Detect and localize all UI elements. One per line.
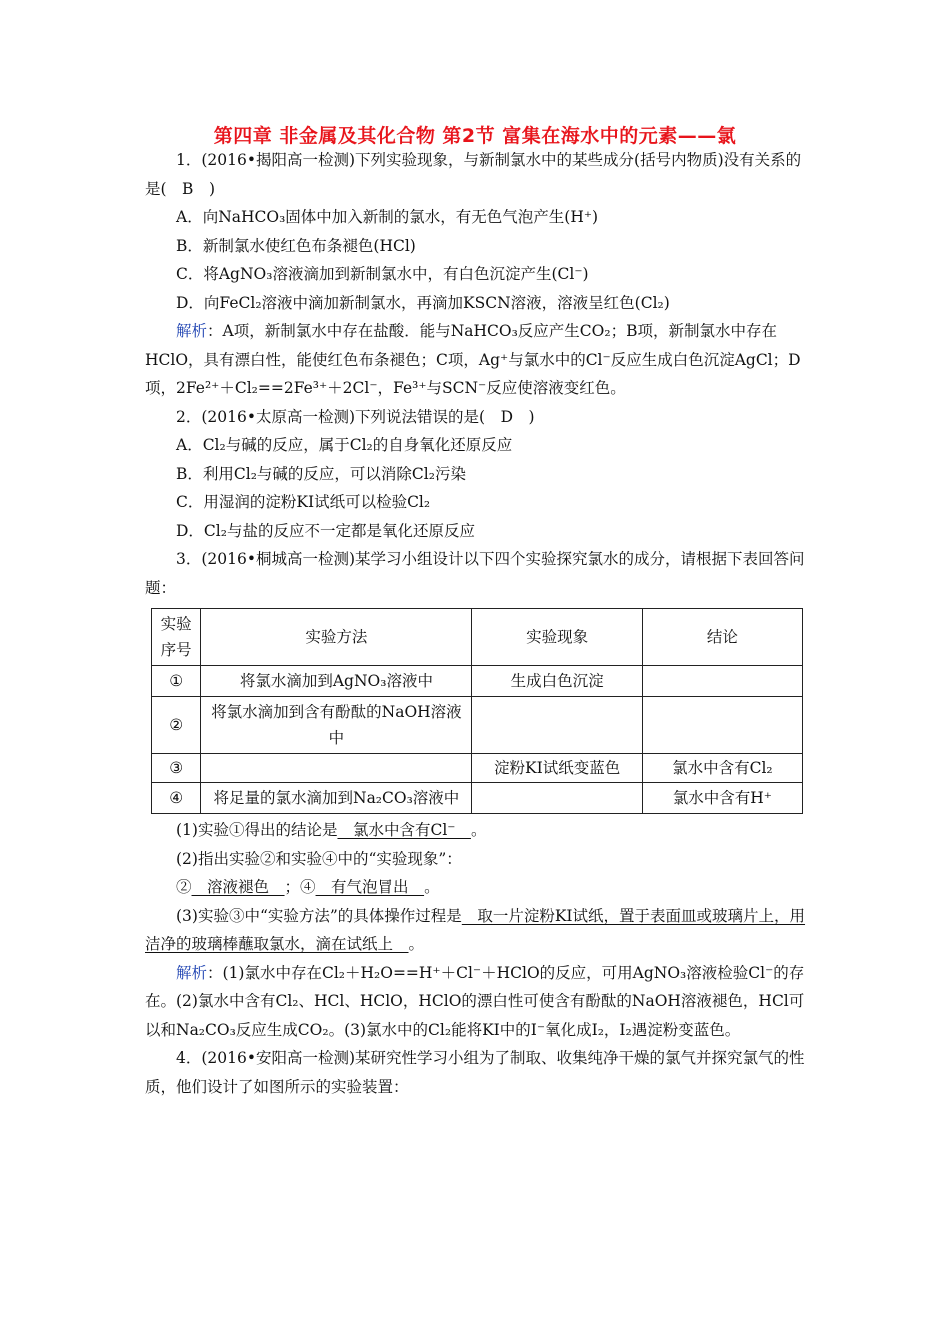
q1-option-c: C．将AgNO₃溶液滴加到新制氯水中，有白色沉淀产生(Cl⁻) [176, 265, 589, 283]
q2-option-c: C．用湿润的淀粉KI试纸可以检验Cl₂ [176, 493, 431, 511]
q3-sub3-end: 。 [408, 935, 425, 953]
table-cell: 生成白色沉淀 [472, 666, 642, 697]
q3-sub1-prompt: (1)实验①得出的结论是 [176, 821, 338, 839]
q3-sub2-label-a: ② [176, 878, 192, 896]
table-header: 实验序号 [152, 609, 201, 666]
q2-stem: 2．(2016•太原高一检测)下列说法错误的是( D ) [176, 407, 535, 426]
table-cell: 将足量的氯水滴加到Na₂CO₃溶液中 [201, 783, 472, 814]
q3-sub2-answers [145, 873, 807, 902]
q3-analysis [145, 959, 807, 1045]
table-cell: 将氯水滴加到AgNO₃溶液中 [201, 666, 472, 697]
document-body [145, 146, 807, 1101]
q3-sub2: (2)指出实验②和实验④中的“实验现象”： [176, 849, 462, 868]
q3-sub2-label-b: ；④ [284, 878, 316, 896]
q2-option-a: A．Cl₂与碱的反应，属于Cl₂的自身氧化还原反应 [176, 436, 513, 454]
table-cell: ① [152, 666, 201, 697]
table-cell [201, 754, 472, 783]
q3-sub1 [145, 816, 807, 845]
table-cell [642, 666, 802, 697]
table-header-row [152, 609, 803, 666]
table-row [152, 783, 803, 814]
q2-option-d: D．Cl₂与盐的反应不一定都是氧化还原反应 [176, 521, 475, 540]
table-cell [472, 783, 642, 814]
q1-analysis-text: ：A项，新制氯水中存在盐酸．能与NaHCO₃反应产生CO₂；B项，新制氯水中存在HClO，具有漂白性，能使红色布条褪色；C项，Ag⁺与氯水中的Cl⁻反应生成白色沉淀AgCl；D项，2Fe²⁺＋Cl₂==2Fe³⁺＋2Cl⁻，Fe³⁺与SCN⁻反应使溶液变红色。 [145, 322, 801, 397]
experiment-table [151, 608, 803, 814]
table-cell: 将氯水滴加到含有酚酞的NaOH溶液中 [201, 697, 472, 754]
q3-sub2-answer-b: 有气泡冒出 [315, 878, 425, 896]
table-cell: ② [152, 697, 201, 754]
table-cell: 氯水中含有Cl₂ [642, 754, 802, 783]
table-cell: 淀粉KI试纸变蓝色 [472, 754, 642, 783]
q4-stem: 4．(2016•安阳高一检测)某研究性学习小组为了制取、收集纯净干燥的氯气并探究氯气的性质，他们设计了如图所示的实验装置： [145, 1049, 805, 1096]
table-cell: 氯水中含有H⁺ [642, 783, 802, 814]
table-cell [642, 697, 802, 754]
q1-option-d: D．向FeCl₂溶液中滴加新制氯水，再滴加KSCN溶液，溶液呈红色(Cl₂) [176, 293, 670, 312]
q3-sub3-prompt: (3)实验③中“实验方法”的具体操作过程是 [176, 906, 462, 925]
table-header: 结论 [642, 609, 802, 666]
q3-sub2-answer-a: 溶液褪色 [191, 878, 285, 896]
q2-option-b: B．利用Cl₂与碱的反应，可以消除Cl₂污染 [176, 464, 466, 483]
q3-sub1-answer: 氯水中含有Cl⁻ [337, 821, 471, 839]
q1-stem: 1．(2016•揭阳高一检测)下列实验现象，与新制氯水中的某些成分(括号内物质)没有关系的是( B ) [145, 151, 802, 198]
q1-option-a: A．向NaHCO₃固体中加入新制的氯水，有无色气泡产生(H⁺) [176, 208, 599, 226]
table-cell: ④ [152, 783, 201, 814]
table-header: 实验现象 [472, 609, 642, 666]
q3-stem: 3．(2016•桐城高一检测)某学习小组设计以下四个实验探究氯水的成分，请根据下表回答问题： [145, 550, 805, 597]
analysis-label: 解析 [176, 322, 208, 340]
q1-analysis [145, 317, 807, 403]
table-row [152, 666, 803, 697]
q3-sub1-end: 。 [470, 821, 487, 839]
analysis-label: 解析 [176, 963, 208, 982]
q1-option-b: B．新制氯水使红色布条褪色(HCl) [176, 236, 416, 255]
q3-sub3-answer: 取一片淀粉KI试纸，置于表面皿或玻璃片上，用洁净的玻璃棒蘸取氯水，滴在试纸上 [145, 906, 806, 953]
table-row [152, 754, 803, 783]
page-title: 第四章 非金属及其化合物 第2节 富集在海水中的元素——氯 [213, 125, 737, 147]
q3-sub2-end: 。 [424, 878, 440, 896]
table-row [152, 697, 803, 754]
q3-analysis-text: ：(1)氯水中存在Cl₂＋H₂O==H⁺＋Cl⁻＋HClO的反应，可用AgNO₃溶液检验Cl⁻的存在。(2)氯水中含有Cl₂、HCl、HClO，HClO的漂白性可使含有酚酞的NaOH溶液褪色，HCl可以和Na₂CO₃反应生成CO₂。(3)氯水中的Cl₂能将KI中的I⁻氧化成I₂，I₂遇淀粉变蓝色。 [145, 963, 805, 1039]
table-cell: ③ [152, 754, 201, 783]
table-header: 实验方法 [201, 609, 472, 666]
q3-sub3 [145, 902, 807, 959]
table-cell [472, 697, 642, 754]
